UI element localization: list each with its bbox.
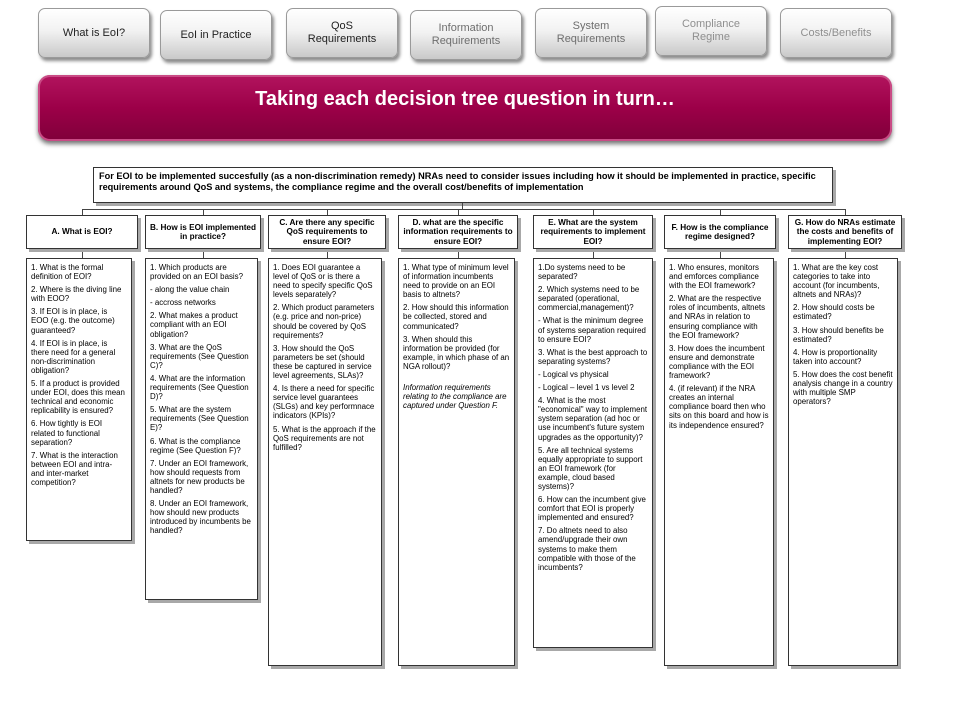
question-item: 1. What is the formal definition of EOI?: [31, 263, 104, 282]
banner: [38, 75, 892, 141]
question-item: 1. What type of minimum level of information incumbents need to provide on an EOI basis to altnets?: [403, 263, 509, 300]
tab-eoi-in-practice[interactable]: EoI in Practice: [160, 10, 272, 60]
tab-information-requirements[interactable]: Information Requirements: [410, 10, 522, 60]
column-head-g: G. How do NRAs estimate the costs and benefits of implementing EOI?: [788, 215, 902, 249]
banner-title: Taking each decision tree question in turn…: [255, 88, 675, 110]
column-body-a: [26, 258, 132, 541]
question-item: - Logical vs physical: [538, 369, 609, 379]
question-item: 2. How should costs be estimated?: [793, 303, 875, 322]
question-item: 7. What is the interaction between EOI and intra- and inter-market competition?: [31, 450, 118, 487]
question-item: 2. Where is the diving line with EOO?: [31, 285, 122, 304]
tab-compliance-regime[interactable]: Compliance Regime: [655, 6, 767, 56]
connector-line: [720, 249, 721, 258]
column-body-g: [788, 258, 898, 666]
question-item: 2. Which systems need to be separated (operational, commercial,management)?: [538, 285, 640, 313]
tab-system-requirements[interactable]: System Requirements: [535, 8, 647, 58]
question-item: 7. Under an EOI framework, how should requests from altnets for new products be handled?: [150, 458, 249, 495]
question-item: 6. What is the compliance regime (See Question F)?: [150, 436, 241, 455]
question-item: 1. What are the key cost categories to take into account (for incumbents, altnets and NRAs)?: [793, 263, 880, 300]
question-item: 6. How can the incumbent give comfort that EOI is properly implemented and ensured?: [538, 495, 646, 523]
question-item: 5. If a product is provided under EOI, does this mean technical and economic replicability is ensured?: [31, 379, 125, 416]
question-item: 1. Does EOI guarantee a level of QoS or is there a need to specify specific QoS levels separately?: [273, 263, 373, 300]
question-item: 5. What are the system requirements (See Question E)?: [150, 405, 249, 433]
column-body-d: [398, 258, 515, 666]
connector-line: [593, 249, 594, 258]
question-item: 4. (if relevant) if the NRA creates an internal compliance board then who sits on this board and how is its independence ensured?: [669, 384, 769, 430]
question-item: 1.Do systems need to be separated?: [538, 263, 626, 282]
column-body-f: [664, 258, 774, 666]
question-item: 2. What makes a product compliant with an EOI obligation?: [150, 311, 238, 339]
column-body-e: [533, 258, 653, 648]
question-item: 4. How is proportionality taken into account?: [793, 347, 878, 366]
question-item: 4. Is there a need for specific service level guarantees (SLGs) and key performnace indicators (KPIs)?: [273, 384, 375, 421]
connector-line: [845, 249, 846, 258]
question-item: 1. Who ensures, monitors and emforces compliance with the EOI framework?: [669, 263, 759, 291]
question-item: - What is the minimum degree of systems separation required to ensure EOI?: [538, 316, 646, 344]
tab-what-is-eoi[interactable]: What is EoI?: [38, 8, 150, 58]
column-head-c: C. Are there any specific QoS requirements to ensure EOI?: [268, 215, 386, 249]
question-item: - accross networks: [150, 298, 216, 308]
question-item: 6. How tightly is EOI related to functional separation?: [31, 419, 103, 447]
question-item: 3. How should benefits be estimated?: [793, 325, 884, 344]
column-head-e: E. What are the system requirements to implement EOI?: [533, 215, 653, 249]
question-item: 3. What is the best approach to separating systems?: [538, 347, 648, 366]
tree-root-box: For EOI to be implemented succesfully (as a non-discrimination remedy) NRAs need to consider issues including how it should be implemented in practice, specific requirements around QoS and systems, the compliance regime and the overall cost/benefits of implementation: [93, 167, 833, 203]
connector-line: [203, 249, 204, 258]
column-head-d: D. what are the specific information requirements to ensure EOI?: [398, 215, 518, 249]
question-item: 3. When should this information be provided (for example, in which phase of an NGA rollout)?: [403, 334, 510, 371]
question-item: 2. What are the respective roles of incumbents, altnets and NRAs in relation to ensuring compliance with the EOI framework?: [669, 294, 766, 340]
connector-line: [82, 209, 845, 210]
question-item: 4. What are the information requirements (See Question D)?: [150, 373, 249, 402]
column-head-b: B. How is EOI implemented in practice?: [145, 215, 261, 249]
question-item: 3. How should the QoS parameters be set (should these be captured in service level agreements, SLAs)?: [273, 343, 372, 381]
connector-line: [458, 249, 459, 258]
connector-line: [327, 249, 328, 258]
column-body-b: [145, 258, 258, 600]
question-item: 1. Which products are provided on an EOI basis?: [150, 263, 243, 282]
question-item: 4. What is the most "economical" way to implement system separation (ad hoc or use incumbent's future system upgrades as the opportunity)?: [538, 396, 648, 442]
column-body-c: [268, 258, 382, 666]
connector-line: [82, 249, 83, 258]
question-item: 2. How should this information be collected, stored and communicated?: [403, 303, 509, 331]
tab-costs-benefits[interactable]: Costs/Benefits: [780, 8, 892, 58]
question-item: 7. Do altnets need to also amend/upgrade their own systems to make them compatible with those of the incumbents?: [538, 526, 636, 572]
question-item: 4. If EOI is in place, is there need for a general non-discrimination obligation?: [31, 338, 116, 375]
question-item: - Logical – level 1 vs level 2: [538, 383, 635, 393]
question-item: 3. How does the incumbent ensure and demonstrate compliance with the EOI framework?: [669, 343, 765, 381]
question-item: 3. If EOI is in place, is EOO (e.g. the outcome) guaranteed?: [31, 307, 115, 335]
column-head-f: F. How is the compliance regime designed?: [664, 215, 776, 249]
question-item: 3. What are the QoS requirements (See Question C)?: [150, 342, 249, 370]
question-item: 5. What is the approach if the QoS requirements are not fulfilled?: [273, 424, 376, 452]
question-item: 5. How does the cost benefit analysis change in a country with multiple SMP operators?: [793, 369, 893, 407]
tab-qos-requirements[interactable]: QoS Requirements: [286, 8, 398, 58]
question-item: - along the value chain: [150, 285, 230, 295]
question-item: 8. Under an EOI framework, how should new products introduced by incumbents be handled?: [150, 499, 251, 536]
column-head-a: A. What is EOI?: [26, 215, 138, 249]
question-item: 5. Are all technical systems equally appropriate to support an EOI framework (for example, cloud based systems)?: [538, 445, 643, 491]
question-item: 2. Which product parameters (e.g. price and non-price) should be covered by QoS requirements?: [273, 303, 375, 340]
column-note: Information requirements relating to the compliance are captured under Question F.: [403, 383, 507, 411]
